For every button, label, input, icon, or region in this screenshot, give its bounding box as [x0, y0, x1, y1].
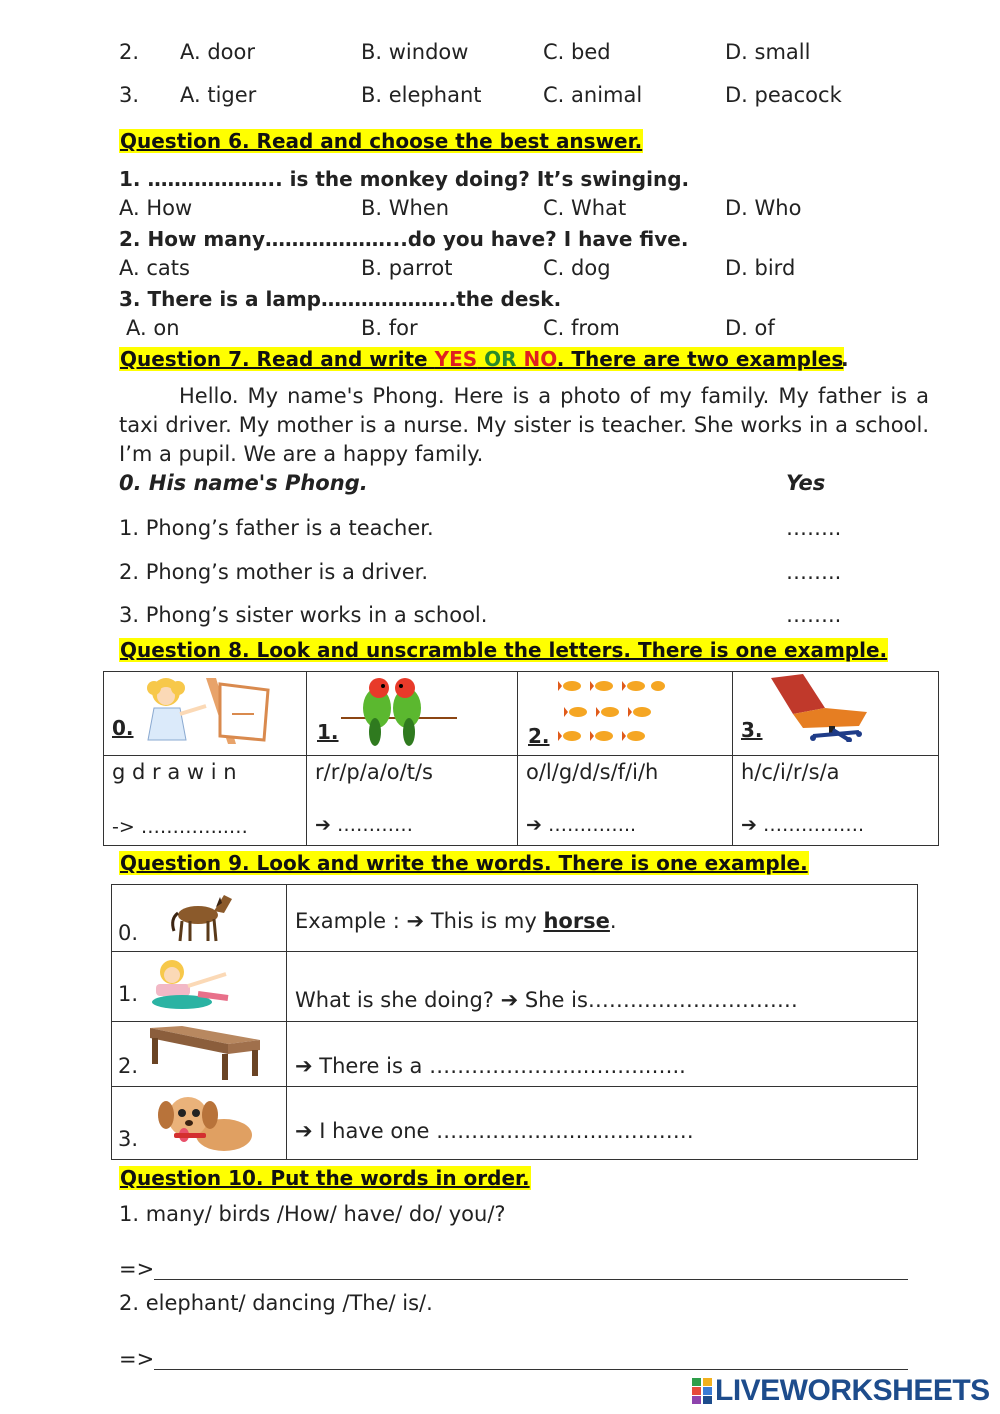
horse-icon	[168, 891, 234, 943]
q5-option-a[interactable]: A. tiger	[180, 83, 257, 107]
q6-stem-1: 1. ……………….. is the monkey doing? It’s swinging.	[119, 167, 690, 191]
q9-sentence-cell-1	[287, 952, 918, 1022]
q8-title: Question 8. Look and unscramble the letters. There is one example.	[120, 638, 888, 662]
q7-title-yes: YES	[434, 347, 478, 371]
table-icon	[144, 1024, 264, 1084]
q9-sentence-prefix: What is she doing?	[295, 988, 501, 1012]
q6-stem-3: 3. There is a lamp………………..the desk.	[119, 287, 562, 311]
q8-number-2: 2.	[528, 724, 550, 748]
q9-sentence-0	[295, 909, 617, 933]
liveworksheets-logo-text: LIVEWORKSHEETS	[715, 1374, 990, 1408]
q9-answer-blank-2[interactable]: There is a …………………..….…..…..	[312, 1054, 686, 1078]
q8-letters-cell-2	[518, 756, 733, 846]
q9-sentence-1	[295, 988, 798, 1012]
q10-prompt-1: =>	[119, 1257, 155, 1281]
q8-letters-cell-1	[307, 756, 518, 846]
office-chair-icon	[763, 672, 883, 742]
q9-picture-cell-3	[112, 1087, 287, 1160]
q8-letters-cell-0	[104, 756, 307, 846]
arrow-icon: ➔	[295, 1054, 313, 1078]
q5-option-b[interactable]: B. elephant	[361, 83, 482, 107]
q6-3-option-c[interactable]: C. from	[543, 316, 620, 340]
q7-answer-blank-1[interactable]: ……..	[786, 516, 842, 540]
q7-title-period: .	[841, 347, 849, 371]
q8-letters-0: g d r a w i n	[112, 760, 237, 784]
q9-sentence-text: This is my	[424, 909, 544, 933]
q8-picture-cell-1	[307, 672, 518, 756]
q7-item-2: 2. Phong’s mother is a driver.	[119, 560, 429, 584]
girl-painting-icon	[136, 674, 276, 746]
q7-answer-blank-2[interactable]: ……..	[786, 560, 842, 584]
q6-3-option-b[interactable]: B. for	[361, 316, 418, 340]
q7-item-3: 3. Phong’s sister works in a school.	[119, 603, 488, 627]
arrow-icon: ➔	[500, 988, 519, 1012]
q5-option-d[interactable]: D. small	[725, 40, 811, 64]
q7-passage: Hello. My name's Phong. Here is a photo of my family. My father is a taxi driver. My mother is a nurse. My sister is teacher. She works in a school. I’m a pupil. We are a happy family.	[119, 384, 929, 466]
q8-number-3: 3.	[741, 718, 763, 742]
q7-title-suffix: . There are two examples	[556, 347, 844, 371]
q6-1-option-c[interactable]: C. What	[543, 196, 627, 220]
q8-letters-3: h/c/i/r/s/a	[741, 760, 840, 784]
q7-title	[119, 347, 844, 371]
q8-picture-cell-0	[104, 672, 307, 756]
q9-title: Question 9. Look and write the words. There is one example.	[120, 851, 808, 875]
q8-number-1: 1.	[317, 720, 339, 744]
q8-table	[103, 671, 939, 846]
q7-title-text: Question 7. Read and write	[120, 347, 435, 371]
q10-item-1: 1. many/ birds /How/ have/ do/ you/?	[119, 1202, 506, 1226]
q7-item-1: 1. Phong’s father is a teacher.	[119, 516, 434, 540]
liveworksheets-logo[interactable]	[692, 1373, 990, 1408]
q9-example-answer: horse	[543, 909, 610, 933]
q5-row-number: 2.	[119, 40, 140, 64]
q7-answer-blank-3[interactable]: ……..	[786, 603, 842, 627]
girl-pointing-icon	[142, 956, 242, 1012]
q9-sentence-suffix: .	[609, 909, 617, 933]
q9-picture-cell-2	[112, 1022, 287, 1087]
q9-answer-blank-1[interactable]: She is…………………………	[518, 988, 798, 1012]
q10-title: Question 10. Put the words in order.	[120, 1166, 530, 1190]
q9-table	[111, 884, 918, 1160]
q10-answer-line-2[interactable]	[154, 1369, 908, 1370]
q8-letters-1: r/r/p/a/o/t/s	[315, 760, 433, 784]
q5-option-a[interactable]: A. door	[180, 40, 256, 64]
q5-row-number: 3.	[119, 83, 140, 107]
q6-1-option-d[interactable]: D. Who	[725, 196, 802, 220]
q9-answer-blank-3[interactable]: I have one ………………..…..…………	[312, 1119, 694, 1143]
q9-sentence-cell-0	[287, 885, 918, 952]
q9-number-0: 0.	[118, 921, 139, 945]
q8-answer-2[interactable]: ➔ …………..	[526, 814, 637, 836]
q8-answer-0[interactable]: -> …………..…	[112, 816, 248, 838]
q10-answer-line-1[interactable]	[154, 1279, 908, 1280]
q6-3-option-a[interactable]: A. on	[126, 316, 180, 340]
q6-stem-2: 2. How many………………...do you have? I have five.	[119, 227, 689, 251]
q8-picture-cell-3	[733, 672, 939, 756]
q8-letters-2: o/l/g/d/s/f/i/h	[526, 760, 659, 784]
q10-item-2: 2. elephant/ dancing /The/ is/.	[119, 1291, 433, 1315]
q5-option-b[interactable]: B. window	[361, 40, 469, 64]
q8-answer-3[interactable]: ➔ …………….	[741, 814, 864, 836]
q6-1-option-a[interactable]: A. How	[119, 196, 193, 220]
parrots-icon	[341, 672, 461, 748]
q9-number-3: 3.	[118, 1127, 139, 1151]
q9-sentence-cell-2	[287, 1022, 918, 1087]
q5-option-d[interactable]: D. peacock	[725, 83, 842, 107]
q9-sentence-prefix: Example :	[295, 909, 407, 933]
q9-sentence-3	[295, 1119, 694, 1143]
q5-option-c[interactable]: C. animal	[543, 83, 643, 107]
q5-option-c[interactable]: C. bed	[543, 40, 611, 64]
q9-picture-cell-1	[112, 952, 287, 1022]
q8-answer-1[interactable]: ➔ …………	[315, 814, 413, 836]
q6-2-option-c[interactable]: C. dog	[543, 256, 611, 280]
arrow-icon: ➔	[406, 909, 425, 933]
q7-title-or: OR	[477, 347, 524, 371]
arrow-icon: ➔	[295, 1119, 313, 1143]
q9-sentence-cell-3	[287, 1087, 918, 1160]
q8-number-0: 0.	[112, 716, 134, 740]
q7-example-answer: Yes	[786, 471, 826, 495]
q6-2-option-a[interactable]: A. cats	[119, 256, 190, 280]
q7-example: 0. His name's Phong.	[119, 471, 368, 495]
q6-1-option-b[interactable]: B. When	[361, 196, 450, 220]
q9-sentence-2	[295, 1054, 686, 1078]
q10-prompt-2: =>	[119, 1347, 155, 1371]
q6-2-option-d[interactable]: D. bird	[725, 256, 796, 280]
q6-title: Question 6. Read and choose the best answer.	[120, 129, 643, 153]
q7-title-no: NO	[523, 347, 557, 371]
q6-2-option-b[interactable]: B. parrot	[361, 256, 453, 280]
q9-number-2: 2.	[118, 1054, 139, 1078]
puppy-icon	[144, 1089, 260, 1155]
q8-picture-cell-2	[518, 672, 733, 756]
goldfish-icon	[558, 674, 668, 750]
q6-3-option-d[interactable]: D. of	[725, 316, 775, 340]
q8-letters-cell-3	[733, 756, 939, 846]
q9-number-1: 1.	[118, 982, 139, 1006]
q9-picture-cell-0	[112, 885, 287, 952]
liveworksheets-logo-icon	[692, 1378, 712, 1404]
